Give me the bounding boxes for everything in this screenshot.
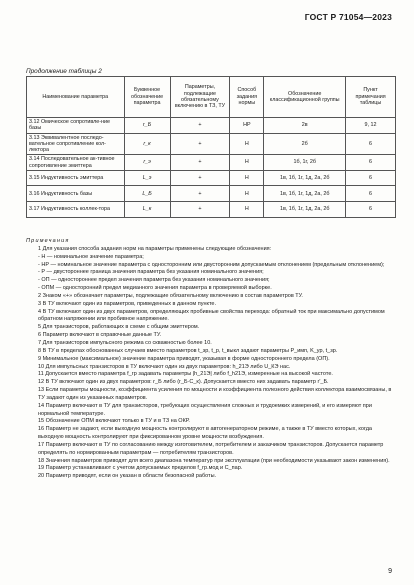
cell-group: 1в, 1б, 1г, 1д, 2а, 2б <box>264 170 346 186</box>
table-row <box>27 186 396 202</box>
page-number: 9 <box>388 568 392 575</box>
note-line: 12 В ТУ включают один из двух параметров: r_Б либо (r_Б·С_к). Допускается вместо них задавать параметр r'_Б. <box>38 379 329 386</box>
note-line: 3 В ТУ включают один из параметров, приведенных в данном пункте. <box>38 300 216 307</box>
cell-included: + <box>170 170 230 186</box>
cell-group: 2б <box>264 133 346 155</box>
cell-included: + <box>170 186 230 202</box>
cell-note: 9, 12 <box>346 118 396 134</box>
cell-note: 6 <box>346 155 396 171</box>
cell-method: Н <box>230 201 264 217</box>
cell-included: + <box>170 133 230 155</box>
cell-included: + <box>170 118 230 134</box>
note-line: 18 Значения параметров приводят для всего диапазона температур при эксплуатации (при необходимости указывают закон изменения). <box>38 457 390 464</box>
note-line: 20 Параметр приводят, если он указан в области безопасной работы. <box>38 473 217 480</box>
cell-method: Н <box>230 133 264 155</box>
cell-method: Н <box>230 170 264 186</box>
cell-included: + <box>170 155 230 171</box>
table-row <box>27 155 396 171</box>
note-line: 1 Для указания способа задания норм на параметры применены следующие обозначения: <box>38 245 272 252</box>
cell-note: 6 <box>346 186 396 202</box>
table-row <box>27 118 396 134</box>
cell-included: + <box>170 201 230 217</box>
note-line: 5 Для транзисторов, работающих в схеме с общим эмиттером. <box>38 324 200 331</box>
cell-method: Н <box>230 186 264 202</box>
note-line: - Р — двустороннее граница значения параметра без указания номинального значения; <box>38 269 264 276</box>
header-norm-method: Способ задания нормы <box>230 77 264 118</box>
note-line: 6 Параметр включают в справочные данные ТУ. <box>38 332 162 339</box>
header-parameter-name: Наименование параметра <box>27 77 125 118</box>
cell-group: 1в, 1б, 1г, 1д, 2а, 2б <box>264 186 346 202</box>
header-note-ref: Пункт примечания таблицы <box>346 77 396 118</box>
note-line: - ОП — одностороннее предел значения параметра без указания номинального значения; <box>38 277 270 284</box>
header-mandatory: Параметры, подлежащие обязательному включению в ТЗ, ТУ <box>170 77 230 118</box>
note-line: 2 Знаком «+» обозначает параметры, подлежащие обязательному включению в состав параметров ТУ. <box>38 292 303 299</box>
cell-symbol: r_к <box>124 133 170 155</box>
parameters-table <box>26 76 396 218</box>
cell-method: НР <box>230 118 264 134</box>
table-continuation-label: Продолжение таблицы 2 <box>26 68 102 75</box>
document-id: ГОСТ Р 71054—2023 <box>304 12 392 22</box>
note-line: 11 Допускается вместо параметра f_гр задавать параметры |h_21Э| либо f_h21Э, измеренные на высокой частоте. <box>38 371 333 378</box>
cell-symbol: L_к <box>124 201 170 217</box>
cell-symbol: L_Б <box>124 186 170 202</box>
cell-note: 6 <box>346 133 396 155</box>
table-header-row <box>27 77 396 118</box>
note-line: 9 Минимальное (максимальное) значение параметра приводят, указывая в форме одностороннего предела (ОП). <box>38 355 330 362</box>
notes-title: Примечания <box>26 238 70 244</box>
cell-symbol: r_Б <box>124 118 170 134</box>
cell-name: 3.14 Последовательное ак-тивное сопротивление эмиттера <box>27 155 125 171</box>
cell-symbol: r_э <box>124 155 170 171</box>
note-line: 7 Для транзисторов импульсного режима со скважностью более 10. <box>38 339 212 346</box>
note-line: 15 Обозначение ОПМ включают только в ТУ и в ТЗ на ОКР. <box>38 418 190 425</box>
table-row <box>27 201 396 217</box>
header-class-group: Обозначение классификационной группы <box>264 77 346 118</box>
cell-note: 6 <box>346 170 396 186</box>
table-row <box>27 133 396 155</box>
cell-method: Н <box>230 155 264 171</box>
note-line: 16 Параметр не задают, если выходную мощность контролируют в автогенераторном режиме, а также в ТУ вместо которых, когда выходную мощность контролируют при фиксированном уровне мощности возбуждения. <box>38 426 372 441</box>
cell-name: 3.16 Индуктивность базы <box>27 186 125 202</box>
note-line: 10 Для импульсных транзисторов в ТУ включают один из двух параметров: h_21Э либо U_КЭ нас. <box>38 363 291 370</box>
cell-symbol: L_э <box>124 170 170 186</box>
note-line: 4 В ТУ включают один из двух параметров, определяющих пробивные свойства перехода: обратный ток при максимально допустимом обратном напряжении или пробивное напряжение. <box>38 308 385 323</box>
notes-section <box>26 238 396 481</box>
cell-name: 3.13 Эквивалентное последо-вательное сопротивление кол-лектора <box>27 133 125 155</box>
note-line: - ОПМ — односторонний предел медианного значения параметра в проверяемой выборке. <box>38 285 272 292</box>
cell-group: 1в, 1б, 1г, 1д, 2а, 2б <box>264 201 346 217</box>
note-line: 13 Если параметры мощности, коэффициента усиления по мощности и коэффициента полезного действия коллектора взаимосвязаны, в ТУ задают один из указанных параметров. <box>38 387 392 401</box>
note-line: 17 Параметр включают в ТУ по согласованию между изготовителем, потребителем и заказчиком транзисторов. Допускается параметр определять по нормированным параметрам — потребителям транзисторов. <box>38 441 384 456</box>
cell-name: 3.15 Индуктивность эмиттера <box>27 170 125 186</box>
cell-group: 2в <box>264 118 346 134</box>
note-line: 14 Параметр включают в ТУ для транзисторов, требующих осуществления сложных и трудоемких измерений, и его измеряют при нормальной температуре. <box>38 402 372 417</box>
cell-name: 3.12 Омическое сопротивле-ние базы <box>27 118 125 134</box>
cell-group: 1б, 1г, 2б <box>264 155 346 171</box>
cell-name: 3.17 Индуктивность коллек-тора <box>27 201 125 217</box>
note-line: - НР — номинальное значение параметра с односторонним или двусторонним допускаемым отклонением (предельным отклонением); <box>38 261 385 268</box>
header-symbol: Буквенное обозначение параметра <box>124 77 170 118</box>
cell-note: 6 <box>346 201 396 217</box>
table-row <box>27 170 396 186</box>
note-line: 8 В ТУ в пределах обоснованных случаев вместо параметров t_зр, t_р, t_выкл задают параметры P_имп, K_ур, t_зр. <box>38 347 338 354</box>
note-line: - Н — номинальное значение параметра; <box>38 253 144 260</box>
note-line: 19 Параметр устанавливают с учетом допускаемых пределов f_гр.мод и С_пар. <box>38 465 243 472</box>
